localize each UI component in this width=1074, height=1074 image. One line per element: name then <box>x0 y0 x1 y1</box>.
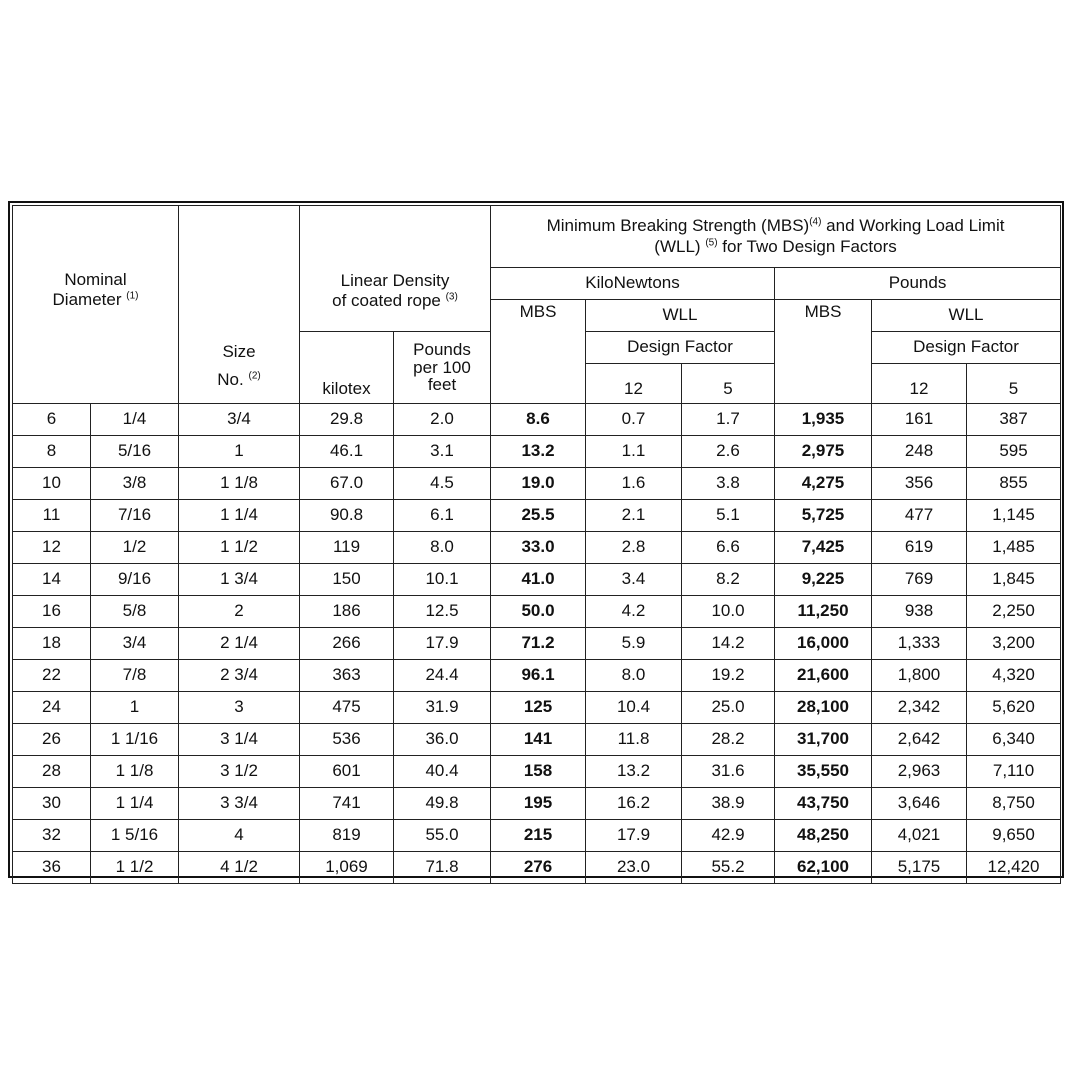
mm-cell: 24 <box>13 692 91 724</box>
kilonewtons-header: KiloNewtons <box>491 268 775 300</box>
inch-cell: 3/4 <box>91 628 179 660</box>
rope-spec-table <box>12 205 1061 884</box>
inch-cell: 1 1/8 <box>91 756 179 788</box>
pounds-per-100ft-cell: 3.1 <box>394 436 491 468</box>
kn-mbs-cell: 8.6 <box>491 404 586 436</box>
size-header-top <box>179 206 300 364</box>
kn-wll-12-cell: 5.9 <box>586 628 682 660</box>
kn-wll-12-cell: 3.4 <box>586 564 682 596</box>
kn-wll-5-cell: 8.2 <box>682 564 775 596</box>
mm-cell: 12 <box>13 532 91 564</box>
lb-wll-5-cell: 595 <box>967 436 1061 468</box>
pounds-header: Pounds <box>775 268 1061 300</box>
lb-mbs-cell: 35,550 <box>775 756 872 788</box>
kilotex-cell: 363 <box>300 660 394 692</box>
kn-wll-5-cell: 10.0 <box>682 596 775 628</box>
pounds-per-100ft-cell: 36.0 <box>394 724 491 756</box>
kilotex-cell: 741 <box>300 788 394 820</box>
lb-wll-5-cell: 4,320 <box>967 660 1061 692</box>
kilotex-cell: 90.8 <box>300 500 394 532</box>
inch-cell: 3/8 <box>91 468 179 500</box>
pounds-per-100ft-cell: 40.4 <box>394 756 491 788</box>
kn-mbs-cell: 276 <box>491 852 586 884</box>
lb-wll-5-cell: 387 <box>967 404 1061 436</box>
mm-cell: 8 <box>13 436 91 468</box>
lb-wll-5-cell: 855 <box>967 468 1061 500</box>
kn-wll-5-cell: 19.2 <box>682 660 775 692</box>
kilotex-cell: 150 <box>300 564 394 596</box>
kn-wll-5-cell: 2.6 <box>682 436 775 468</box>
mm-cell: 28 <box>13 756 91 788</box>
lb-wll-12-cell: 356 <box>872 468 967 500</box>
kn-df-12-header: 12 <box>586 364 682 404</box>
inch-cell: 7/16 <box>91 500 179 532</box>
lb-wll-12-cell: 769 <box>872 564 967 596</box>
lb-wll-5-cell: 1,145 <box>967 500 1061 532</box>
pounds-per-100ft-cell: 6.1 <box>394 500 491 532</box>
mm-cell: 32 <box>13 820 91 852</box>
lb-wll-5-cell: 12,420 <box>967 852 1061 884</box>
lb-wll-5-cell: 6,340 <box>967 724 1061 756</box>
kn-wll-5-cell: 14.2 <box>682 628 775 660</box>
kn-mbs-cell: 50.0 <box>491 596 586 628</box>
inch-cell: 1 1/16 <box>91 724 179 756</box>
lb-mbs-header: MBS <box>775 300 872 404</box>
kn-df-5-header: 5 <box>682 364 775 404</box>
inch-cell: 9/16 <box>91 564 179 596</box>
kn-wll-12-cell: 0.7 <box>586 404 682 436</box>
table-row <box>13 500 1061 532</box>
kn-mbs-cell: 141 <box>491 724 586 756</box>
pounds-per-100ft-cell: 55.0 <box>394 820 491 852</box>
inch-cell: 5/16 <box>91 436 179 468</box>
kilotex-cell: 601 <box>300 756 394 788</box>
pounds-per-100-feet-header: Pounds per 100 feet <box>394 332 491 404</box>
inch-cell: 5/8 <box>91 596 179 628</box>
size-cell: 3 <box>179 692 300 724</box>
mm-cell: 30 <box>13 788 91 820</box>
pounds-per-100ft-cell: 12.5 <box>394 596 491 628</box>
table-row <box>13 660 1061 692</box>
inch-cell: 1 1/4 <box>91 788 179 820</box>
kn-mbs-cell: 41.0 <box>491 564 586 596</box>
kn-mbs-cell: 158 <box>491 756 586 788</box>
kn-wll-12-cell: 2.1 <box>586 500 682 532</box>
mbs-wll-title: Minimum Breaking Strength (MBS)$^{(4)}$ and Working Load Limit (WLL) $^{(5)}$ for Two Design Factors <box>491 206 1061 268</box>
table-row <box>13 532 1061 564</box>
kn-wll-12-cell: 8.0 <box>586 660 682 692</box>
kilotex-cell: 186 <box>300 596 394 628</box>
table-row <box>13 404 1061 436</box>
lb-mbs-cell: 28,100 <box>775 692 872 724</box>
size-header: Size No. $^{(2)}$ <box>179 364 300 404</box>
linear-density-header: Linear Density of coated rope $^{(3)}$ <box>300 300 491 332</box>
lb-wll-12-cell: 161 <box>872 404 967 436</box>
size-cell: 2 3/4 <box>179 660 300 692</box>
lb-wll-5-cell: 3,200 <box>967 628 1061 660</box>
lb-mbs-cell: 31,700 <box>775 724 872 756</box>
lb-mbs-cell: 11,250 <box>775 596 872 628</box>
pounds-per-100ft-cell: 24.4 <box>394 660 491 692</box>
lb-wll-12-cell: 1,333 <box>872 628 967 660</box>
kn-mbs-cell: 215 <box>491 820 586 852</box>
lb-wll-12-cell: 4,021 <box>872 820 967 852</box>
kn-mbs-cell: 25.5 <box>491 500 586 532</box>
kn-wll-5-cell: 55.2 <box>682 852 775 884</box>
size-cell: 1 <box>179 436 300 468</box>
kn-wll-5-cell: 1.7 <box>682 404 775 436</box>
rope-spec-table-frame <box>8 201 1064 878</box>
kn-mbs-cell: 125 <box>491 692 586 724</box>
inch-cell: 7/8 <box>91 660 179 692</box>
kilotex-cell: 67.0 <box>300 468 394 500</box>
lb-wll-12-cell: 2,642 <box>872 724 967 756</box>
lb-mbs-cell: 5,725 <box>775 500 872 532</box>
mm-cell: 18 <box>13 628 91 660</box>
lb-wll-12-cell: 5,175 <box>872 852 967 884</box>
kilotex-cell: 29.8 <box>300 404 394 436</box>
kn-wll-5-cell: 3.8 <box>682 468 775 500</box>
table-row <box>13 468 1061 500</box>
kilotex-cell: 46.1 <box>300 436 394 468</box>
nominal-diameter-header-top <box>13 206 179 332</box>
lb-mbs-cell: 9,225 <box>775 564 872 596</box>
kn-design-factor-header: Design Factor <box>586 332 775 364</box>
lb-wll-12-cell: 619 <box>872 532 967 564</box>
size-cell: 4 1/2 <box>179 852 300 884</box>
size-cell: 3 1/2 <box>179 756 300 788</box>
kn-mbs-cell: 19.0 <box>491 468 586 500</box>
lb-mbs-cell: 4,275 <box>775 468 872 500</box>
mm-cell: 22 <box>13 660 91 692</box>
lb-df-5-header: 5 <box>967 364 1061 404</box>
kn-mbs-cell: 96.1 <box>491 660 586 692</box>
kn-wll-12-cell: 16.2 <box>586 788 682 820</box>
kn-wll-5-cell: 5.1 <box>682 500 775 532</box>
lb-wll-5-cell: 1,485 <box>967 532 1061 564</box>
lb-mbs-cell: 43,750 <box>775 788 872 820</box>
lb-mbs-cell: 16,000 <box>775 628 872 660</box>
size-cell: 1 1/4 <box>179 500 300 532</box>
kn-wll-12-cell: 2.8 <box>586 532 682 564</box>
kn-wll-12-cell: 1.1 <box>586 436 682 468</box>
lb-mbs-cell: 7,425 <box>775 532 872 564</box>
size-cell: 2 1/4 <box>179 628 300 660</box>
mm-cell: 10 <box>13 468 91 500</box>
kilotex-cell: 1,069 <box>300 852 394 884</box>
kn-wll-header: WLL <box>586 300 775 332</box>
inch-cell: 1/2 <box>91 532 179 564</box>
table-row <box>13 564 1061 596</box>
lb-wll-5-cell: 1,845 <box>967 564 1061 596</box>
table-row <box>13 436 1061 468</box>
kn-wll-5-cell: 25.0 <box>682 692 775 724</box>
pounds-per-100ft-cell: 2.0 <box>394 404 491 436</box>
size-cell: 1 1/8 <box>179 468 300 500</box>
kn-mbs-cell: 195 <box>491 788 586 820</box>
kn-wll-5-cell: 31.6 <box>682 756 775 788</box>
pounds-per-100ft-cell: 17.9 <box>394 628 491 660</box>
kn-wll-5-cell: 6.6 <box>682 532 775 564</box>
mm-cell: 6 <box>13 404 91 436</box>
lb-mbs-cell: 2,975 <box>775 436 872 468</box>
mm-cell: 14 <box>13 564 91 596</box>
table-row <box>13 788 1061 820</box>
kn-wll-12-cell: 11.8 <box>586 724 682 756</box>
kn-wll-12-cell: 17.9 <box>586 820 682 852</box>
nominal-diameter-header: Nominal Diameter $^{(1)}$ <box>13 332 179 404</box>
size-cell: 1 3/4 <box>179 564 300 596</box>
kn-mbs-cell: 71.2 <box>491 628 586 660</box>
mm-cell: 36 <box>13 852 91 884</box>
lb-mbs-cell: 62,100 <box>775 852 872 884</box>
mm-cell: 11 <box>13 500 91 532</box>
kn-wll-12-cell: 1.6 <box>586 468 682 500</box>
lb-design-factor-header: Design Factor <box>872 332 1061 364</box>
lb-wll-header: WLL <box>872 300 1061 332</box>
kilotex-header: kilotex <box>300 332 394 404</box>
kn-wll-5-cell: 38.9 <box>682 788 775 820</box>
lb-wll-12-cell: 248 <box>872 436 967 468</box>
size-cell: 4 <box>179 820 300 852</box>
mm-cell: 16 <box>13 596 91 628</box>
pounds-per-100ft-cell: 71.8 <box>394 852 491 884</box>
table-row <box>13 756 1061 788</box>
lb-wll-5-cell: 5,620 <box>967 692 1061 724</box>
kn-wll-12-cell: 4.2 <box>586 596 682 628</box>
size-cell: 2 <box>179 596 300 628</box>
pounds-per-100ft-cell: 49.8 <box>394 788 491 820</box>
kn-wll-5-cell: 42.9 <box>682 820 775 852</box>
inch-cell: 1 1/2 <box>91 852 179 884</box>
lb-wll-5-cell: 9,650 <box>967 820 1061 852</box>
size-cell: 1 1/2 <box>179 532 300 564</box>
lb-mbs-cell: 48,250 <box>775 820 872 852</box>
lb-wll-12-cell: 938 <box>872 596 967 628</box>
lb-mbs-cell: 1,935 <box>775 404 872 436</box>
table-row <box>13 820 1061 852</box>
lb-wll-5-cell: 8,750 <box>967 788 1061 820</box>
kn-mbs-cell: 33.0 <box>491 532 586 564</box>
pounds-per-100ft-cell: 10.1 <box>394 564 491 596</box>
lb-wll-12-cell: 1,800 <box>872 660 967 692</box>
lb-wll-5-cell: 7,110 <box>967 756 1061 788</box>
mm-cell: 26 <box>13 724 91 756</box>
kn-wll-12-cell: 23.0 <box>586 852 682 884</box>
kn-wll-12-cell: 13.2 <box>586 756 682 788</box>
kilotex-cell: 819 <box>300 820 394 852</box>
kilotex-cell: 536 <box>300 724 394 756</box>
lb-wll-5-cell: 2,250 <box>967 596 1061 628</box>
pounds-per-100ft-cell: 4.5 <box>394 468 491 500</box>
kilotex-cell: 475 <box>300 692 394 724</box>
table-row <box>13 692 1061 724</box>
lb-mbs-cell: 21,600 <box>775 660 872 692</box>
table-row <box>13 596 1061 628</box>
lb-wll-12-cell: 2,963 <box>872 756 967 788</box>
size-cell: 3 3/4 <box>179 788 300 820</box>
kilotex-cell: 266 <box>300 628 394 660</box>
inch-cell: 1 <box>91 692 179 724</box>
lb-wll-12-cell: 2,342 <box>872 692 967 724</box>
lb-wll-12-cell: 477 <box>872 500 967 532</box>
pounds-per-100ft-cell: 31.9 <box>394 692 491 724</box>
size-cell: 3/4 <box>179 404 300 436</box>
pounds-per-100ft-cell: 8.0 <box>394 532 491 564</box>
kn-wll-5-cell: 28.2 <box>682 724 775 756</box>
table-row <box>13 852 1061 884</box>
kn-mbs-header: MBS <box>491 300 586 404</box>
kn-mbs-cell: 13.2 <box>491 436 586 468</box>
table-row <box>13 628 1061 660</box>
kn-wll-12-cell: 10.4 <box>586 692 682 724</box>
inch-cell: 1 5/16 <box>91 820 179 852</box>
lb-wll-12-cell: 3,646 <box>872 788 967 820</box>
kilotex-cell: 119 <box>300 532 394 564</box>
table-row <box>13 724 1061 756</box>
size-cell: 3 1/4 <box>179 724 300 756</box>
lb-df-12-header: 12 <box>872 364 967 404</box>
inch-cell: 1/4 <box>91 404 179 436</box>
